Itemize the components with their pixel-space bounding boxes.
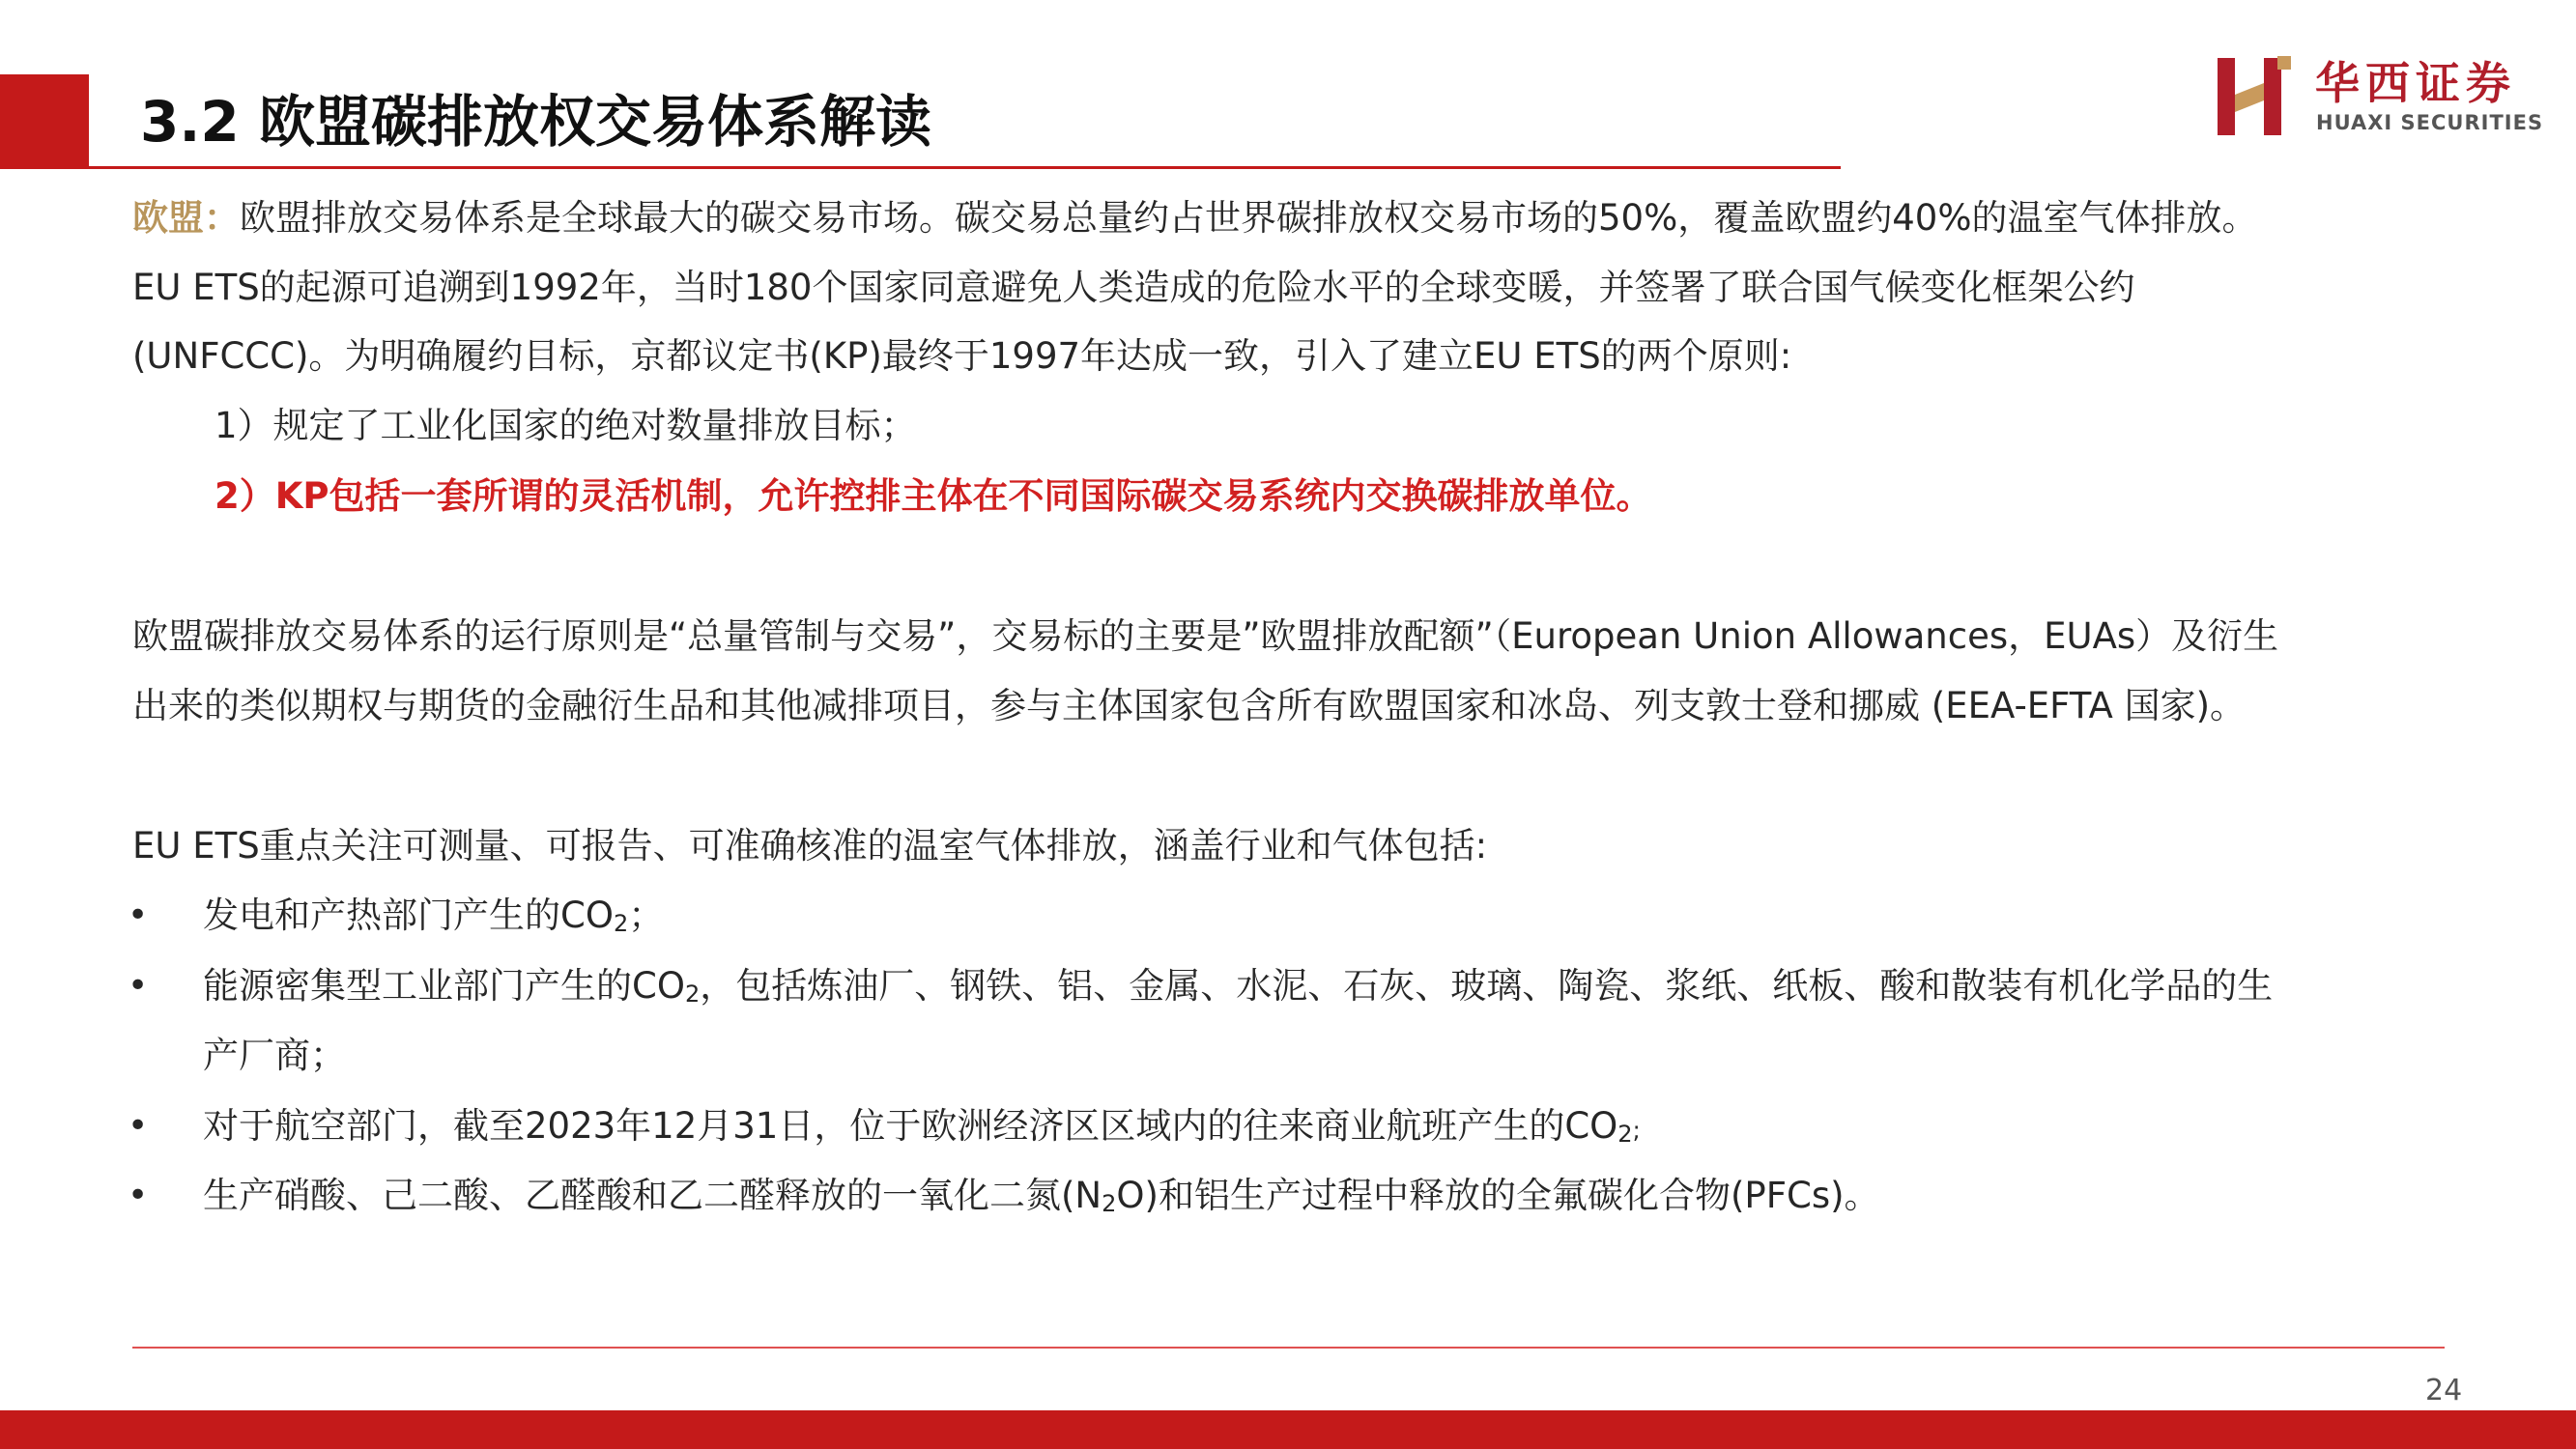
title-accent-block [0,74,89,169]
intro-label: 欧盟： [132,197,240,239]
bottom-divider [132,1347,2445,1349]
list-item-text: 生产硝酸、己二酸、乙醛酸和乙二醛释放的一氧化二氮(N [203,1175,1102,1216]
intro-line-1 [132,193,2451,243]
list-item-text: 发电和产热部门产生的CO [203,895,614,936]
list-item-continuation: 产厂商； [203,1035,346,1076]
subscript: 2 [684,980,701,1008]
list-item-text: 能源密集型工业部门产生的CO [203,965,685,1007]
bullet-icon: • [128,966,149,1006]
title-divider [89,166,1841,169]
intro-line-2: EU ETS的起源可追溯到1992年，当时180个国家同意避免人类造成的危险水平的全球变暖，并签署了联合国气候变化框架公约 [132,267,2135,308]
list-item [203,1101,1641,1155]
logo-english-text: HUAXI SECURITIES [2316,111,2544,134]
paragraph3-lead: EU ETS重点关注可测量、可报告、可准确核准的温室气体排放，涵盖行业和气体包括: [132,825,1488,867]
bullet-icon: • [128,1106,149,1146]
list-item-text-end: ； [628,895,665,936]
subscript: 2 [1617,1121,1633,1148]
intro-text: 欧盟排放交易体系是全球最大的碳交易市场。碳交易总量约占世界碳排放权交易市场的50%，覆盖欧盟约40%的温室气体排放。 [240,197,2258,239]
paragraph2-line-1: 欧盟碳排放交易体系的运行原则是“总量管制与交易”，交易标的主要是”欧盟排放配额”（European Union Allowances，EUAs）及衍生 [132,615,2279,657]
huaxi-logo [2216,56,2563,143]
list-item-text-end: ，包括炼油厂、钢铁、铝、金属、水泥、石灰、玻璃、陶瓷、浆纸、纸板、酸和散装有机化学品的生 [700,965,2274,1007]
intro-line-3: (UNFCCC)。为明确履约目标，京都议定书(KP)最终于1997年达成一致，引入了建立EU ETS的两个原则: [132,335,1792,377]
list-item-text-end: ; [1632,1117,1641,1144]
page-number: 24 [2425,1374,2463,1407]
list-item-text-end: O)和铝生产过程中释放的全氟碳化合物(PFCs)。 [1116,1175,1880,1216]
principle-2: 2）KP包括一套所谓的灵活机制，允许控排主体在不同国际碳交易系统内交换碳排放单位。 [215,475,1652,517]
huaxi-logo-mark-icon [2216,56,2293,137]
list-item-text: 对于航空部门，截至2023年12月31日，位于欧洲经济区区域内的往来商业航班产生的CO [203,1105,1618,1147]
subscript: 2 [1102,1190,1117,1217]
page-title: 3.2 欧盟碳排放权交易体系解读 [140,89,931,155]
list-item [203,891,664,945]
subscript: 2 [613,910,629,937]
bullet-icon: • [128,895,149,935]
principle-1: 1）规定了工业化国家的绝对数量排放目标； [215,405,917,446]
paragraph2-line-2: 出来的类似期权与期货的金融衍生品和其他减排项目，参与主体国家包含所有欧盟国家和冰岛、列支敦士登和挪威 (EEA-EFTA 国家)。 [132,685,2247,726]
list-item [203,961,2273,1015]
footer-bar [0,1410,2576,1449]
bullet-icon: • [128,1176,149,1215]
logo-chinese-text: 华西证券 [2315,57,2516,109]
list-item [203,1171,1880,1225]
